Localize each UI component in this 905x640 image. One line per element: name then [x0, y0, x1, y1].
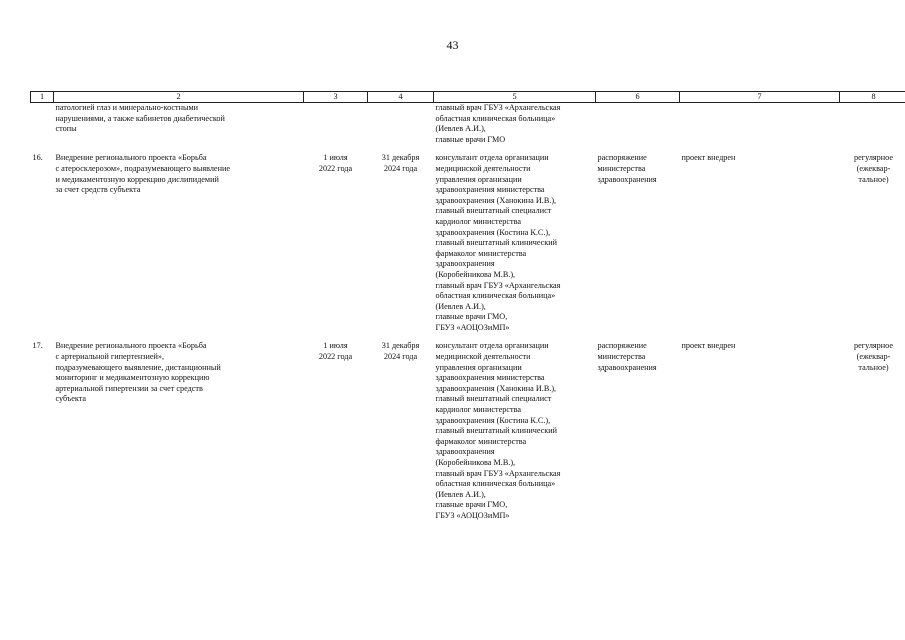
table-row [31, 341, 905, 521]
continuation-row [31, 103, 905, 146]
frequency: регулярное (ежеквар- тальное) [854, 153, 893, 184]
frequency: регулярное (ежеквар- тальное) [854, 341, 893, 372]
continuation-name: патологией глаз и минерально-костными нарушениями, а также кабинетов диабетической стопы [55, 103, 225, 134]
measure-name: Внедрение регионального проекта «Борьба с артериальной гипертензией», подразумевающего выявление, дистанционный мониторинг и медикаментозную коррекцию артериальной гипертензии за счет средств субъекта [55, 341, 221, 404]
header-cell: 2 [54, 92, 304, 103]
continuation-responsible: главный врач ГБУЗ «Архангельская областная клиническая больница» (Иевлев А.И.), главные врачи ГМО [435, 103, 561, 144]
start-date: 1 июля 2022 года [318, 153, 353, 173]
result: проект внедрен [681, 153, 736, 163]
document-type: распоряжение министерства здравоохранения [597, 153, 657, 184]
header-cell: 5 [434, 92, 596, 103]
end-date: 31 декабря 2024 года [381, 153, 420, 173]
header-cell: 7 [680, 92, 840, 103]
table-row [31, 153, 905, 333]
start-date: 1 июля 2022 года [318, 341, 353, 362]
header-cell: 1 [31, 92, 54, 103]
header-cell: 4 [368, 92, 434, 103]
header-cell: 6 [596, 92, 680, 103]
row-number: 17. [32, 341, 43, 351]
end-date: 31 декабря 2024 года [381, 341, 420, 362]
measure-name: Внедрение регионального проекта «Борьба с атеросклерозом», подразумевающего выявление и медикаментозную коррекцию дислипидемий за счет средств субъекта [55, 153, 230, 195]
header-cell: 8 [840, 92, 905, 103]
result: проект внедрен [681, 341, 736, 351]
header-row [31, 92, 905, 103]
responsible: консультант отдела организации медицинской деятельности управления организации здравоохранения министерства здравоохранения (Ханокина И.В.), главный внештатный специалист кардиолог министерства здравоохранения (Костина К.С.), главный внештатный клинический фармаколог министерства здравоохранения (Коробейникова М.В.), главный врач ГБУЗ «Архангельская областная клиническая больница» (Иевлев А.И.), главные врачи ГМО, ГБУЗ «АОЦОЗиМП» [435, 341, 561, 520]
measures-table [30, 91, 905, 522]
responsible: консультант отдела организации медицинской деятельности управления организации здравоохранения министерства здравоохранения (Ханокина И.В.), главный внештатный специалист кардиолог министерства здравоохранения (Костина К.С.), главный внештатный клинический фармаколог министерства здравоохранения (Коробейникова М.В.), главный врач ГБУЗ «Архангельская областная клиническая больница» (Иевлев А.И.), главные врачи ГМО, ГБУЗ «АОЦОЗиМП» [435, 153, 561, 332]
row-number: 16. [32, 153, 43, 163]
page-number: 43 [446, 38, 459, 52]
header-cell: 3 [304, 92, 368, 103]
document-type: распоряжение министерства здравоохранения [597, 341, 657, 372]
